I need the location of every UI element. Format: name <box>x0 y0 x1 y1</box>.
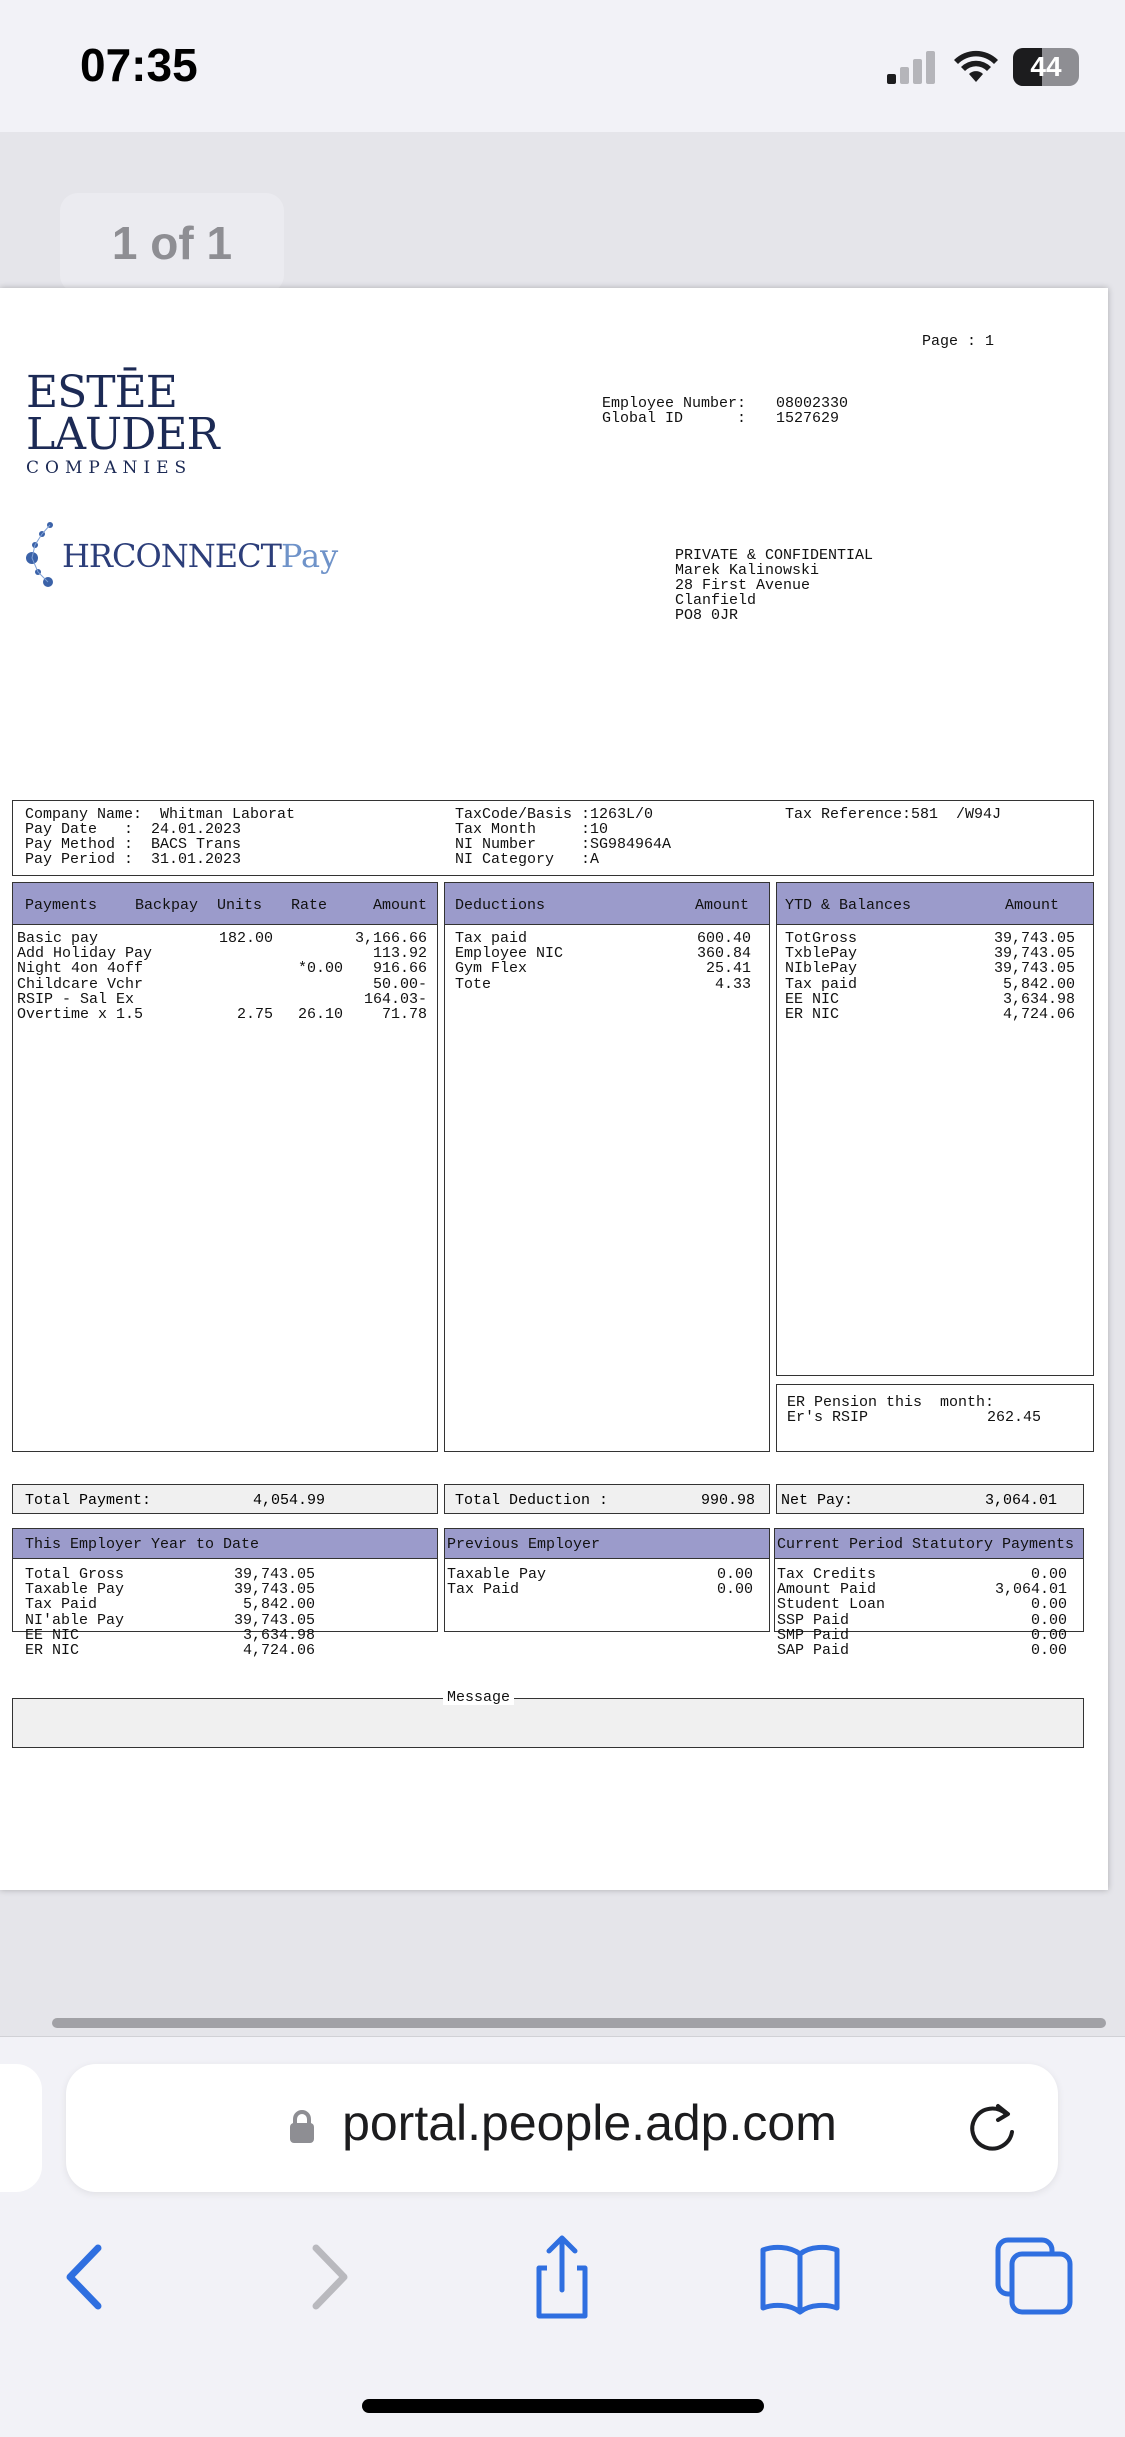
pension-label: Er's RSIP <box>787 1409 869 1426</box>
table-row: TxblePay 39,743.05 <box>785 945 1075 963</box>
previous-employer-header <box>445 1529 769 1559</box>
total-payment-value: 4,054.99 <box>253 1492 326 1509</box>
col-header: Amount <box>373 897 428 914</box>
info-company: Company Name: Whitman Laborat <box>25 806 296 823</box>
total-deduction-box <box>444 1484 770 1514</box>
table-row: Overtime x 1.5 2.75 26.10 71.78 <box>17 1005 427 1023</box>
table-row: Gym Flex 25.41 <box>455 960 751 978</box>
net-pay-label: Net Pay: <box>781 1492 854 1509</box>
tabs-icon[interactable] <box>990 2232 1080 2322</box>
total-deduction-label: Total Deduction : <box>455 1492 609 1509</box>
table-row: Night 4on 4off *0.00 916.66 <box>17 960 427 978</box>
employer-ytd-header <box>13 1529 437 1559</box>
table-row: EE NIC 3,634.98 <box>785 990 1075 1008</box>
table-row: Add Holiday Pay 113.92 <box>17 945 427 963</box>
table-row: Taxable Pay 39,743.05 <box>25 1581 315 1599</box>
global-id-value: 1527629 <box>776 410 840 427</box>
emp-number-value: 08002330 <box>776 395 849 412</box>
table-row: ER NIC 4,724.06 <box>785 1005 1075 1023</box>
info-pay-date: Pay Date : 24.01.2023 <box>25 821 242 838</box>
address-line: 28 First Avenue <box>675 577 811 594</box>
status-time: 07:35 <box>80 39 198 91</box>
table-row: Tax Paid 0.00 <box>447 1581 753 1599</box>
table-row: Employee NIC 360.84 <box>455 945 751 963</box>
section-title: Current Period Statutory Payments <box>777 1536 1075 1553</box>
lock-icon <box>288 2109 316 2145</box>
battery-percentage: 44 <box>1030 51 1062 82</box>
emp-number-label: Employee Number: <box>602 395 747 412</box>
global-id-label: Global ID : <box>602 410 747 427</box>
horizontal-scrollbar[interactable] <box>52 2018 1106 2028</box>
statutory-payments-table <box>774 1528 1084 1659</box>
section-title: Previous Employer <box>447 1536 601 1553</box>
message-box <box>12 1689 1084 1748</box>
col-header: Payments <box>25 897 98 914</box>
status-icons <box>887 48 1079 86</box>
info-tax-month: Tax Month :10 <box>455 821 609 838</box>
table-row: Total Gross 39,743.05 <box>25 1566 315 1583</box>
logo-line-3: COMPANIES <box>26 458 193 478</box>
info-tax-code: TaxCode/Basis :1263L/0 <box>455 806 654 823</box>
info-ni-category: NI Category :A <box>455 851 600 868</box>
table-row: SSP Paid 0.00 <box>777 1611 1067 1629</box>
col-header: Rate <box>291 897 328 914</box>
table-row: Tote 4.33 <box>455 975 751 993</box>
table-row: Tax Credits 0.00 <box>777 1566 1067 1583</box>
employee-info-box <box>12 800 1094 876</box>
table-row: EE NIC 3,634.98 <box>25 1626 315 1644</box>
address-block <box>675 548 873 623</box>
message-label: Message <box>443 1690 514 1705</box>
wifi-icon <box>953 50 999 84</box>
address-line: Marek Kalinowski <box>675 562 820 579</box>
address-line: PRIVATE & CONFIDENTIAL <box>675 547 874 564</box>
employer-ytd-table <box>12 1528 438 1659</box>
pension-title: ER Pension this month: <box>787 1394 995 1411</box>
forward-icon[interactable] <box>284 2232 374 2322</box>
hrconnect-logo-pay: Pay <box>280 537 339 575</box>
pension-value: 262.45 <box>987 1409 1042 1426</box>
table-row: Basic pay 182.00 3,166.66 <box>17 930 427 947</box>
table-row: Tax paid 600.40 <box>455 930 751 947</box>
col-header: YTD & Balances <box>785 897 912 914</box>
cellular-signal-icon <box>887 50 939 84</box>
page-number: Page : 1 <box>922 333 995 350</box>
net-pay-box <box>776 1484 1084 1514</box>
ytd-header <box>777 883 1093 925</box>
battery-icon <box>1013 48 1079 86</box>
table-row: Amount Paid 3,064.01 <box>777 1581 1067 1599</box>
net-pay-value: 3,064.01 <box>985 1492 1058 1509</box>
deductions-table <box>444 882 770 1452</box>
table-row: Tax Paid 5,842.00 <box>25 1596 315 1614</box>
total-deduction-value: 990.98 <box>701 1492 756 1509</box>
pension-box <box>776 1384 1094 1452</box>
total-payment-label: Total Payment: <box>25 1492 152 1509</box>
previous-employer-table <box>444 1528 770 1632</box>
info-pay-period: Pay Period : 31.01.2023 <box>25 851 242 868</box>
hrconnect-logo-text: HRCONNECT <box>62 537 281 575</box>
table-row: Student Loan 0.00 <box>777 1596 1067 1614</box>
table-row: NIblePay 39,743.05 <box>785 960 1075 978</box>
reload-icon[interactable] <box>966 2100 1020 2156</box>
address-line: Clanfield <box>675 592 757 609</box>
back-icon[interactable] <box>40 2232 130 2322</box>
info-pay-method: Pay Method : BACS Trans <box>25 836 242 853</box>
url-text[interactable]: portal.people.adp.com <box>342 2095 837 2151</box>
url-display[interactable] <box>0 2094 1125 2152</box>
estee-lauder-logo <box>26 367 219 478</box>
table-row: NI'able Pay 39,743.05 <box>25 1611 315 1629</box>
hrconnect-logo <box>26 520 338 592</box>
logo-line-1: ESTĒE <box>26 367 177 418</box>
tax-reference: Tax Reference:581 /W94J <box>785 806 1002 823</box>
status-bar <box>0 0 1125 132</box>
address-line: PO8 0JR <box>675 607 739 624</box>
statutory-header <box>775 1529 1083 1559</box>
share-icon[interactable] <box>517 2232 607 2322</box>
page-counter: 1 of 1 <box>60 193 284 293</box>
info-ni-number: NI Number :SG984964A <box>455 836 672 853</box>
table-row: Tax paid 5,842.00 <box>785 975 1075 993</box>
col-header: Amount <box>695 897 750 914</box>
ytd-balances-table <box>776 882 1094 1376</box>
bookmarks-icon[interactable] <box>755 2232 845 2322</box>
home-indicator[interactable] <box>362 2399 764 2413</box>
total-payment-box <box>12 1484 438 1514</box>
deductions-header <box>445 883 769 925</box>
table-row: SAP Paid 0.00 <box>777 1641 1067 1659</box>
table-row: RSIP - Sal Ex 164.03- <box>17 990 427 1008</box>
table-row: ER NIC 4,724.06 <box>25 1641 315 1659</box>
table-row: TotGross 39,743.05 <box>785 930 1075 947</box>
hrconnect-dots-icon <box>26 520 62 592</box>
table-row: Childcare Vchr 50.00- <box>17 975 427 993</box>
payslip-document[interactable] <box>0 288 1108 1890</box>
table-row: SMP Paid 0.00 <box>777 1626 1067 1644</box>
payments-header <box>13 883 437 925</box>
col-header: Amount <box>1005 897 1060 914</box>
col-header: Deductions <box>455 897 546 914</box>
col-header: Units <box>217 897 263 914</box>
section-title: This Employer Year to Date <box>25 1536 260 1553</box>
logo-line-2: LAUDER <box>26 409 219 460</box>
table-row: Taxable Pay 0.00 <box>447 1566 753 1583</box>
col-header: Backpay <box>135 897 199 914</box>
payments-table <box>12 882 438 1452</box>
